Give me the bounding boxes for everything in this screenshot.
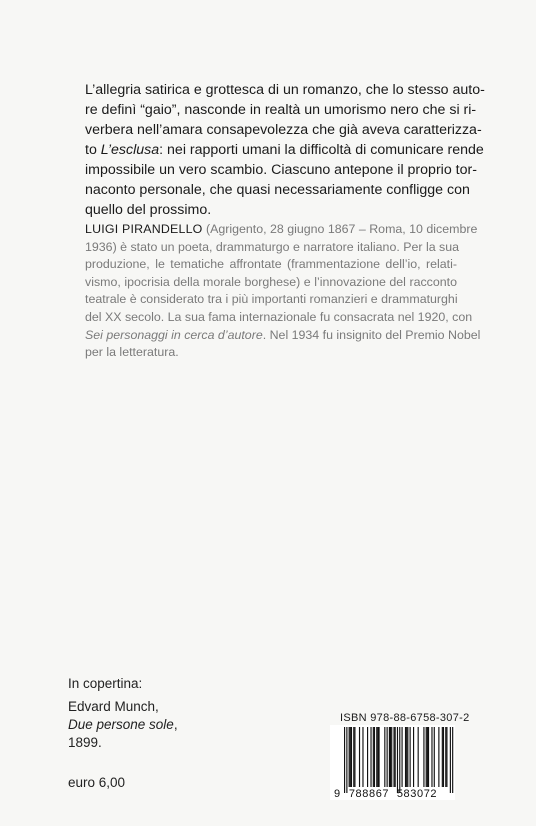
bio-line: teatrale è considerato tra i più importanti romanzieri e drammaturghi [85,292,458,307]
barcode-bar [344,727,345,793]
blurb-line: verbera nell’amara consapevolezza che già aveva caratterizza- [85,122,482,138]
barcode-bar [407,727,408,787]
blurb-line: naconto personale, che quasi necessariamente confligge con [85,182,470,198]
cover-artwork-year: 1899. [68,735,102,750]
barcode-bar [406,727,407,787]
barcode-bar [376,727,377,787]
barcode-bar [450,727,451,793]
bio-line: Sei personaggi in cerca d’autore. Nel 1934 fu insignito del Premio Nobel [85,327,481,342]
barcode-bar [377,727,378,787]
barcode-digit-first: 9 [334,788,341,800]
isbn-label: ISBN 978-88-6758-307-2 [340,712,470,724]
play-title: Sei personaggi in cerca d’autore [85,327,263,342]
barcode-bar [434,727,435,787]
barcode-bar [418,727,419,787]
blurb-line: impossibile un vero scambio. Ciascuno antepone il proprio tor- [85,162,477,178]
book-title-lesclusa: L’esclusa [100,142,160,158]
barcode-bar [384,727,385,787]
barcode-bar [373,727,374,787]
barcode-bar [427,727,428,787]
author-name: LUIGI PIRANDELLO [85,222,203,236]
barcode-digits-right: 583072 [396,788,438,800]
barcode-bar [349,727,350,787]
barcode-bar [438,727,439,787]
barcode-bar [359,727,360,787]
barcode-bar [399,727,400,793]
barcode-bar [353,727,354,787]
cover-credit-label: In copertina: [68,676,143,691]
barcode-bar [391,727,392,787]
barcode-bar [346,727,347,793]
barcode-bar [413,727,414,787]
cover-credit [68,675,178,752]
barcode-bar [387,727,388,787]
barcode-bar [350,727,351,787]
barcode-bar [410,727,411,787]
barcode-bar [370,727,371,787]
barcode-bar [390,727,391,787]
barcode-bar [397,727,398,793]
barcode-bar [354,727,355,787]
price: euro 6,00 [68,775,126,790]
barcode-bar [402,727,403,787]
blurb-line: re definì “gaio”, nasconde in realtà un umorismo nero che si ri- [85,102,477,118]
barcode-bar [446,727,447,787]
barcode-digits-left: 788867 [348,788,390,800]
barcode-bar [445,727,446,787]
barcode-bar [374,727,375,787]
blurb-line: L’allegria satirica e grottesca di un romanzo, che lo stesso auto- [85,82,485,98]
barcode-bar [367,727,368,787]
barcode-bar [379,727,380,787]
isbn-barcode [330,725,455,800]
bio-line: del XX secolo. La sua fama internazionale fu consacrata nel 1920, con [85,309,473,324]
barcode-bar [393,727,394,787]
blurb-line: to L’esclusa: nei rapporti umani la difficoltà di comunicare rende [85,142,484,158]
bio-line: LUIGI PIRANDELLO (Agrigento, 28 giugno 1867 – Roma, 10 dicembre [85,222,478,236]
author-biography [85,221,481,362]
barcode-bar [389,727,390,787]
barcode-bar [362,727,363,787]
barcode-bar [443,727,444,787]
barcode-bar [423,727,424,787]
bio-line: produzione, le tematiche affrontate (frammentazione dell’io, relati- [85,257,457,272]
blurb-line: quello del prossimo. [85,202,212,218]
cover-artist: Edvard Munch, [68,699,159,714]
barcode-bar [395,727,396,787]
barcode-bar [431,727,432,787]
back-cover-blurb [85,80,485,220]
bio-line: vismo, ipocrisia della morale borghese) e l’innovazione del racconto [85,274,457,289]
barcode-bar [428,727,429,787]
barcode-bar [452,727,453,793]
bio-line: 1936) è stato un poeta, drammaturgo e narratore italiano. Per la sua [85,239,460,254]
barcode-bar [405,727,406,787]
cover-artwork-title: Due persone sole, [68,717,178,732]
bio-line: per la letteratura. [85,345,179,360]
barcode-bar [351,727,352,787]
barcode-bar [426,727,427,787]
barcode-bar [442,727,443,787]
